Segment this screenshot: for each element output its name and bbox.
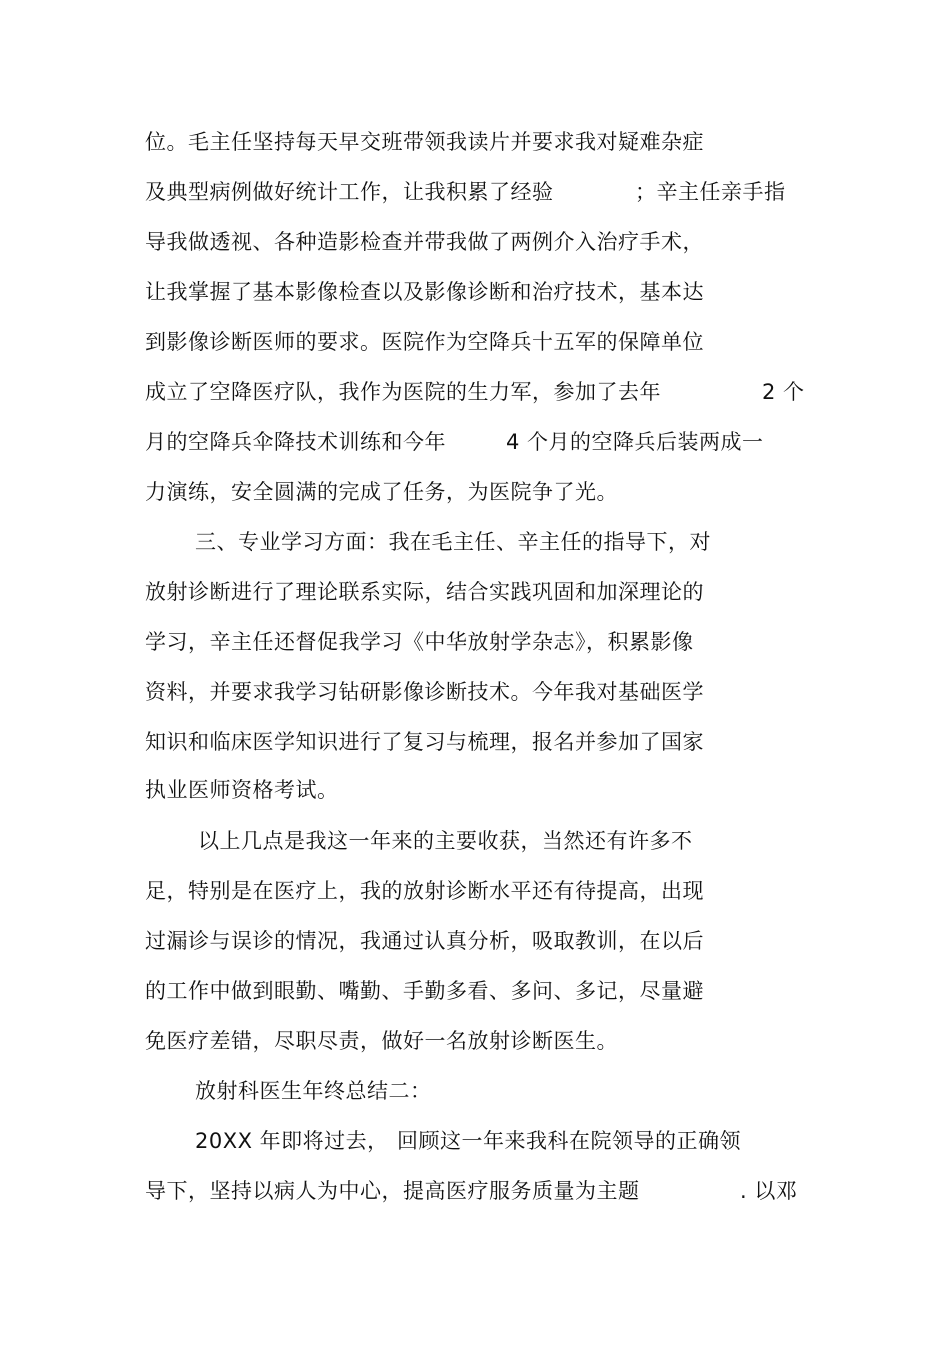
text-segment: 学习，辛主任还督促我学习《中华放射学杂志》，积累影像 <box>145 630 694 654</box>
text-segment: 到影像诊断医师的要求。医院作为空降兵十五军的保障单位 <box>145 330 704 354</box>
text-segment: 资料，并要求我学习钻研影像诊断技术。今年我对基础医学 <box>145 680 704 704</box>
text-segment: 4 个月的空降兵后装两成一 <box>506 430 764 454</box>
text-segment: 免医疗差错，尽职尽责，做好一名放射诊断医生。 <box>145 1029 618 1053</box>
text-segment: 足，特别是在医疗上，我的放射诊断水平还有待提高，出现 <box>145 879 704 903</box>
text-segment: 力演练，安全圆满的完成了任务，为医院争了光。 <box>145 480 618 504</box>
text-segment: 过漏诊与误诊的情况，我通过认真分析，吸取教训，在以后 <box>145 929 704 953</box>
text-segment: 成立了空降医疗队，我作为医院的生力军，参加了去年 <box>145 380 661 404</box>
text-segment: . 以邓 <box>740 1179 798 1203</box>
text-segment: 导我做透视、各种造影检查并带我做了两例介入治疗手术， <box>145 230 704 254</box>
text-segment: 知识和临床医学知识进行了复习与梳理，报名并参加了国家 <box>145 730 704 754</box>
text-segment: ；辛主任亲手指 <box>635 180 786 204</box>
text-segment: 放射诊断进行了理论联系实际，结合实践巩固和加深理论的 <box>145 580 704 604</box>
section-heading-line: 放射科医生年终总结二： <box>195 1079 432 1103</box>
text-segment: 及典型病例做好统计工作，让我积累了经验 <box>145 180 554 204</box>
text-segment: 执业医师资格考试。 <box>145 778 339 802</box>
section-heading-line: 三、专业学习方面：我在毛主任、辛主任的指导下，对 <box>195 530 711 554</box>
text-segment: 2 个 <box>762 380 805 404</box>
text-segment: 位。毛主任坚持每天早交班带领我读片并要求我对疑难杂症 <box>145 130 704 154</box>
text-segment: 让我掌握了基本影像检查以及影像诊断和治疗技术，基本达 <box>145 280 704 304</box>
text-segment: 以上几点是我这一年来的主要收获，当然还有许多不 <box>198 829 693 853</box>
text-segment: 月的空降兵伞降技术训练和今年 <box>145 430 446 454</box>
text-segment: 的工作中做到眼勤、嘴勤、手勤多看、多问、多记，尽量避 <box>145 979 704 1003</box>
text-segment: 回顾这一年来我科在院领导的正确领 <box>397 1129 741 1153</box>
text-segment: 导下，坚持以病人为中心，提高医疗服务质量为主题 <box>145 1179 640 1203</box>
text-segment: 20XX 年即将过去， <box>195 1129 389 1153</box>
